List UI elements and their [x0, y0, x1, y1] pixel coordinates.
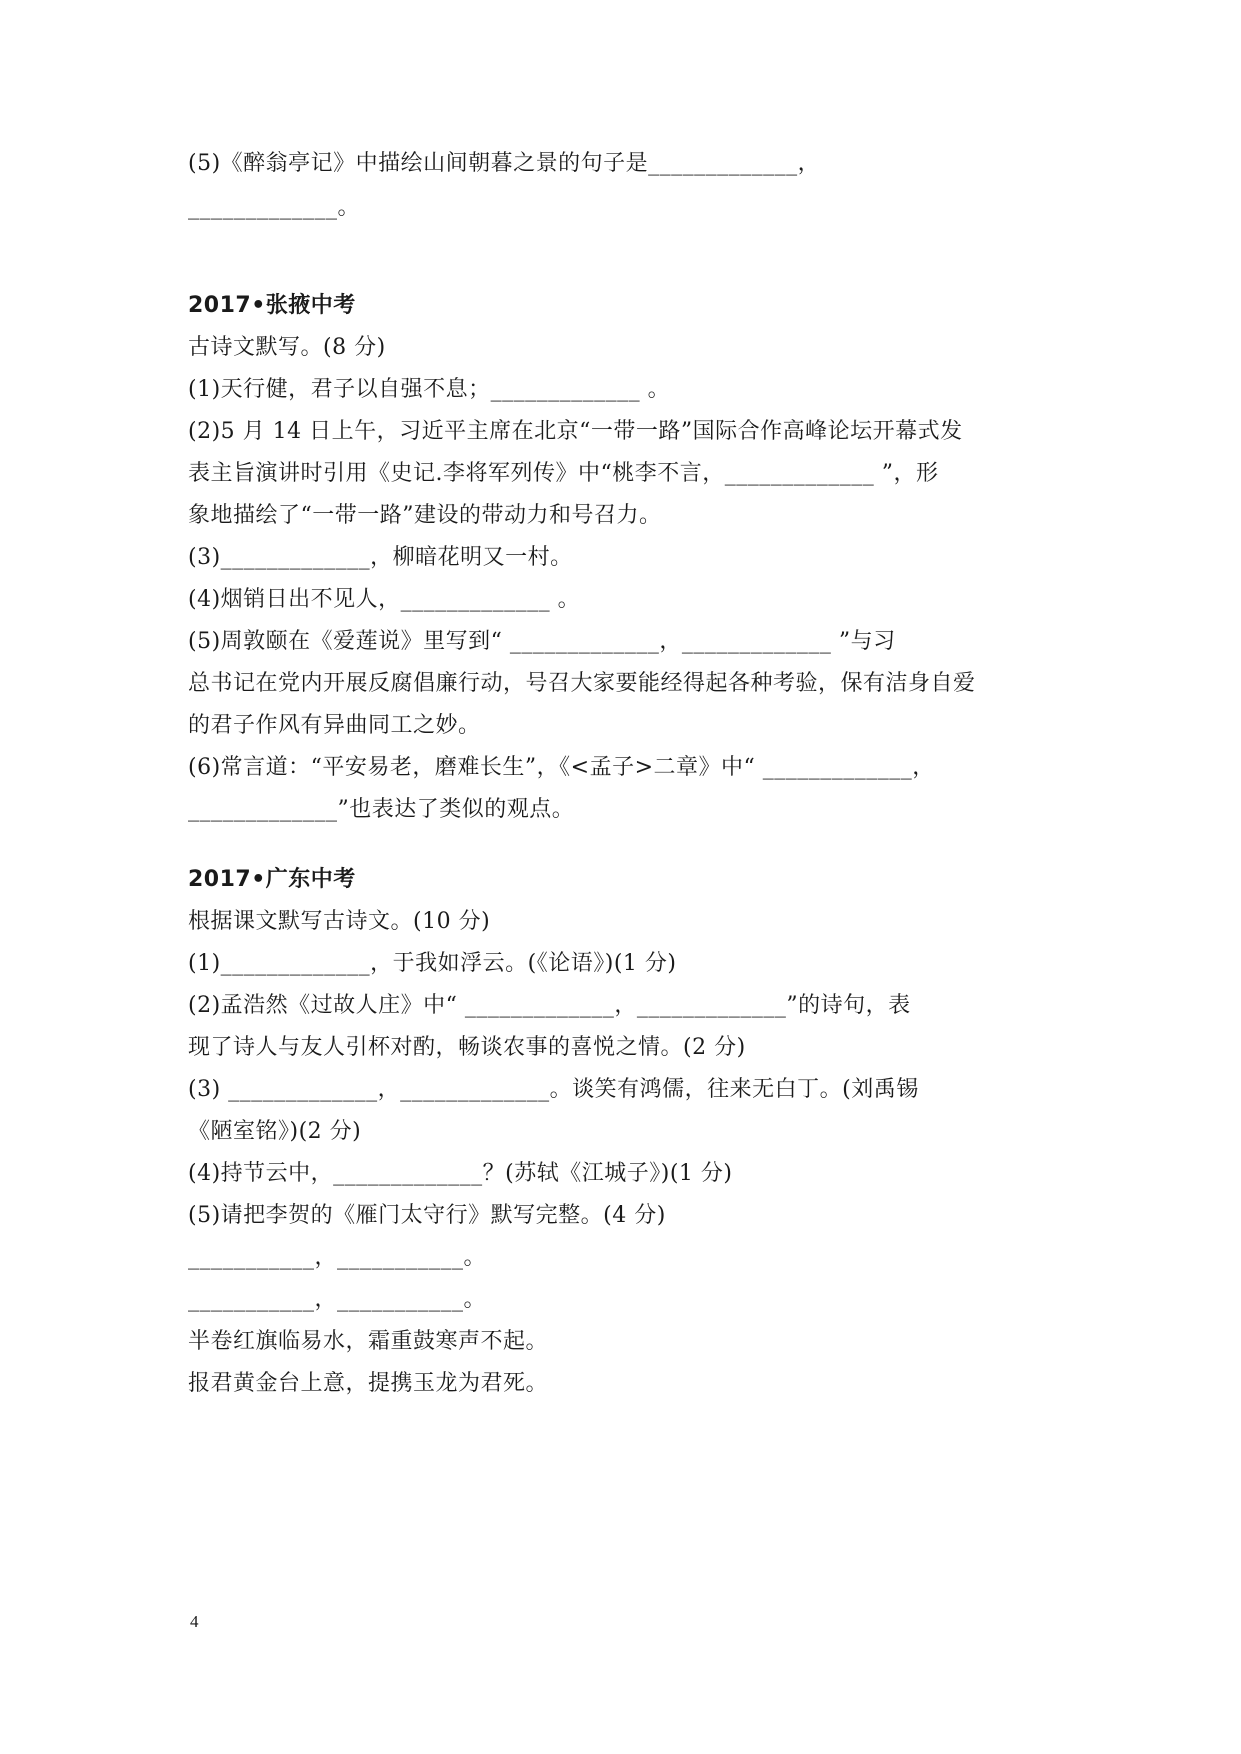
zhangye-question-2-line-3: 象地描绘了“一带一路”建设的带动力和号召力。 [188, 503, 662, 528]
zhangye-question-6-line-1: (6)常言道：“平安易老，磨难长生”，《<孟子>二章》中“ _____________， [188, 755, 935, 780]
section-heading-zhangye: 2017•张掖中考 [188, 293, 356, 318]
zhangye-question-5-line-2: 总书记在党内开展反腐倡廉行动，号召大家要能经得起各种考验，保有洁身自爱 [188, 671, 976, 696]
poem-line-3: 半卷红旗临易水，霜重鼓寒声不起。 [188, 1329, 549, 1354]
zhangye-question-6-line-2: _____________”也表达了类似的观点。 [188, 797, 575, 822]
question-5-zuiwengtingji-line-1: (5)《醉翁亭记》中描绘山间朝暮之景的句子是_____________， [188, 151, 821, 176]
question-5-zuiwengtingji-line-2: _____________。 [188, 195, 361, 220]
guangdong-question-4: (4)持节云中，_____________？(苏轼《江城子》)(1 分) [188, 1161, 733, 1186]
zhangye-question-5-line-1: (5)周敦颐在《爱莲说》里写到“ _____________，_____________ ”与习 [188, 629, 896, 654]
poem-line-4: 报君黄金台上意，提携玉龙为君死。 [188, 1371, 549, 1396]
zhangye-question-1: (1)天行健，君子以自强不息；_____________ 。 [188, 377, 671, 402]
zhangye-question-2-line-2: 表主旨演讲时引用《史记.李将军列传》中“桃李不言，_____________ ”，形 [188, 461, 939, 486]
instruction-guangdong: 根据课文默写古诗文。(10 分) [188, 909, 491, 934]
zhangye-question-2-line-1: (2)5 月 14 日上午，习近平主席在北京“一带一路”国际合作高峰论坛开幕式发 [188, 419, 963, 444]
section-heading-guangdong: 2017•广东中考 [188, 867, 356, 892]
guangdong-question-1: (1)_____________，于我如浮云。(《论语》)(1 分) [188, 951, 677, 976]
guangdong-question-5-blank-line-2: ___________，___________。 [188, 1287, 487, 1312]
guangdong-question-3-line-1: (3) _____________，_____________。谈笑有鸿儒，往来无白丁。(刘禹锡 [188, 1077, 919, 1102]
page-number: 4 [190, 1612, 199, 1631]
zhangye-question-5-line-3: 的君子作风有异曲同工之妙。 [188, 713, 481, 738]
guangdong-question-2-line-1: (2)孟浩然《过故人庄》中“ _____________，_____________”的诗句，表 [188, 993, 911, 1018]
zhangye-question-4: (4)烟销日出不见人，_____________ 。 [188, 587, 581, 612]
zhangye-question-3: (3)_____________，柳暗花明又一村。 [188, 545, 573, 570]
guangdong-question-5-blank-line-1: ___________，___________。 [188, 1245, 487, 1270]
guangdong-question-5-instruction: (5)请把李贺的《雁门太守行》默写完整。(4 分) [188, 1203, 666, 1228]
guangdong-question-2-line-2: 现了诗人与友人引杯对酌，畅谈农事的喜悦之情。(2 分) [188, 1035, 746, 1060]
guangdong-question-3-line-2: 《陋室铭》)(2 分) [188, 1119, 362, 1144]
instruction-zhangye: 古诗文默写。(8 分) [188, 335, 386, 360]
